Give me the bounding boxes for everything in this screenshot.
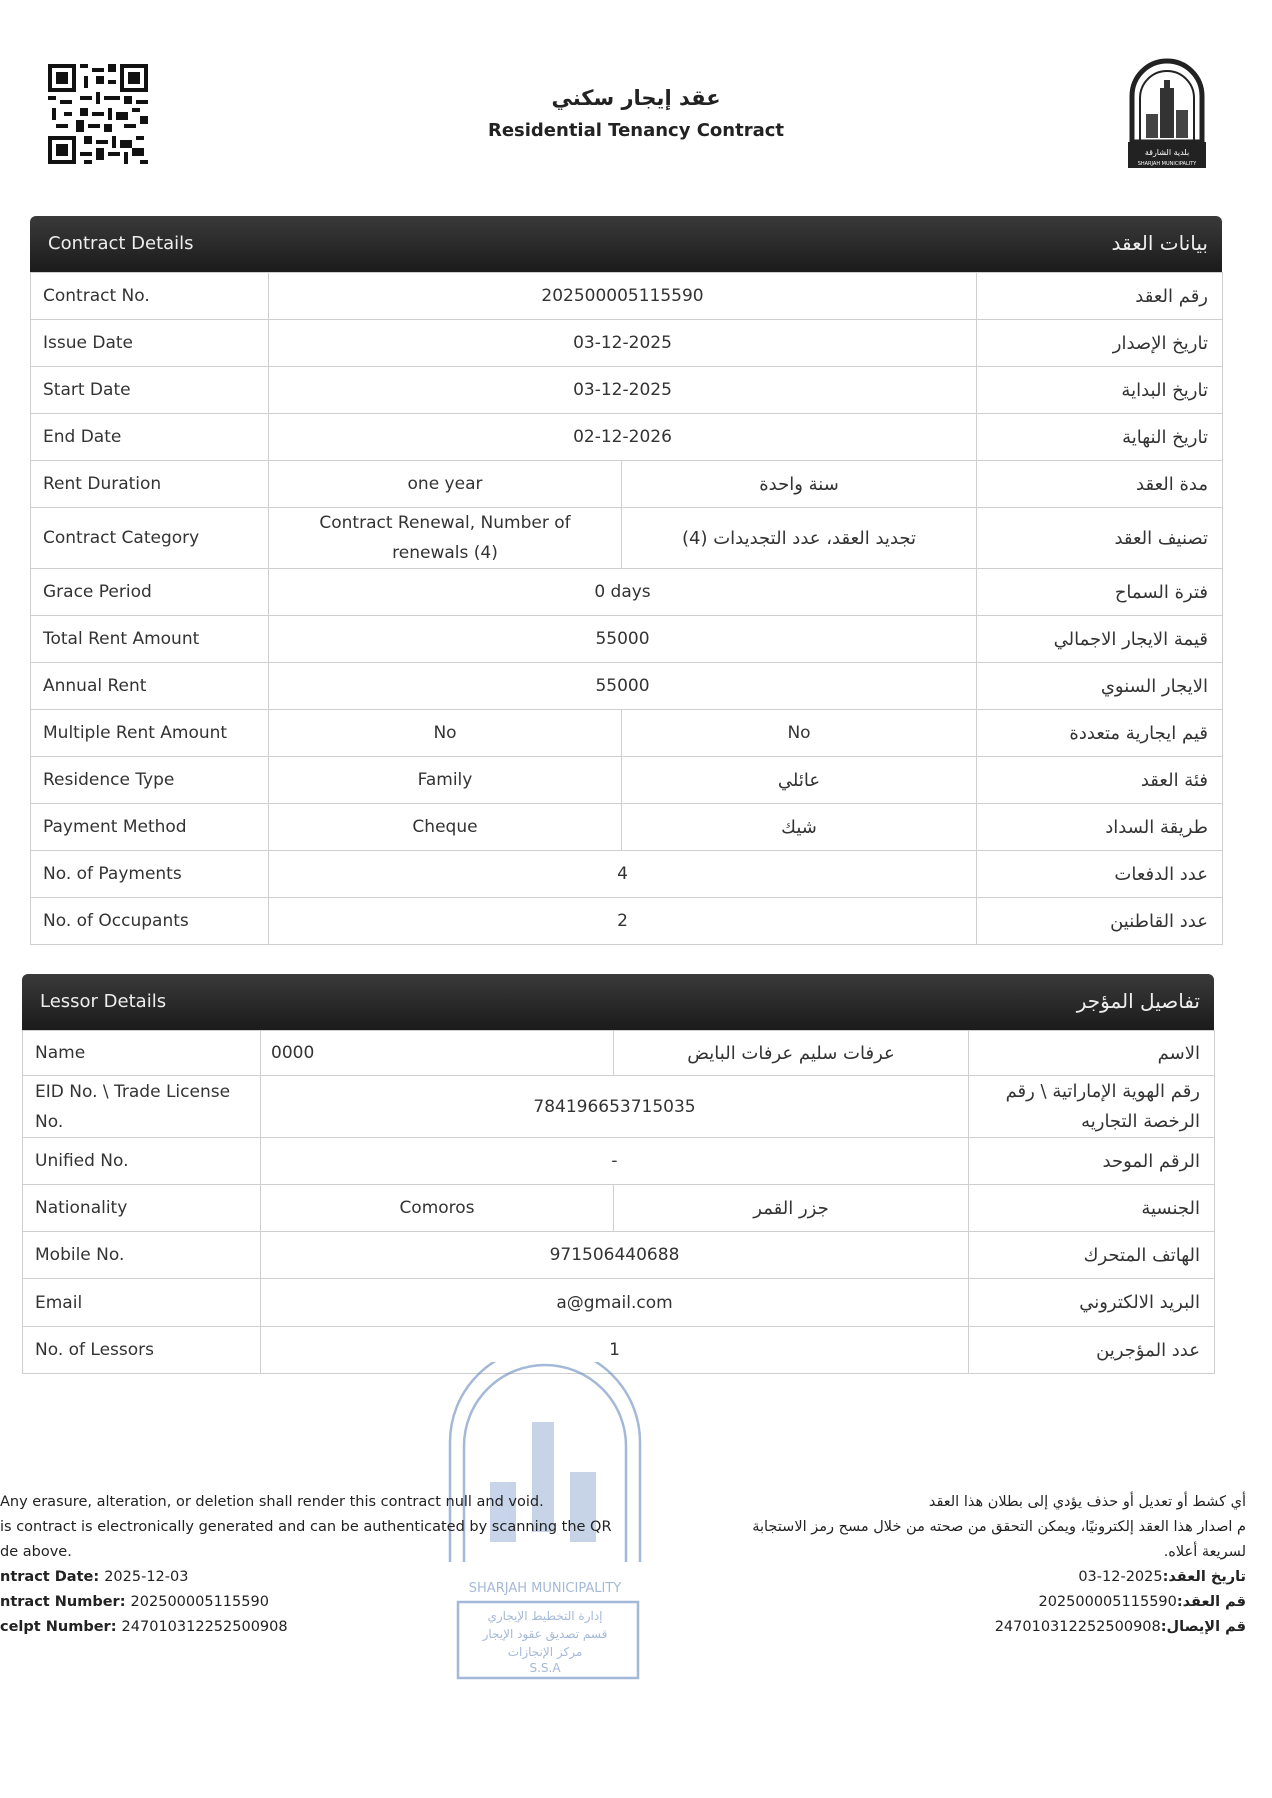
multiple-rent-label: Multiple Rent Amount <box>31 710 269 757</box>
municipality-logo <box>1124 58 1210 170</box>
footer-en-receipt-number <box>0 1615 640 1640</box>
lessor-details-header <box>22 974 1214 1030</box>
stamp-line-2: إدارة التخطيط الإيجاري <box>487 1609 603 1623</box>
table-row <box>23 1279 1215 1327</box>
lessor-details-title-en: Lessor Details <box>40 991 167 1012</box>
footer-notice-en <box>0 1490 640 1640</box>
table-row <box>23 1031 1215 1076</box>
lessor-name-label: Name <box>23 1031 261 1076</box>
table-row <box>31 320 1223 367</box>
table-row <box>31 710 1223 757</box>
table-row <box>23 1185 1215 1232</box>
num-occupants-label-ar: عدد القاطنين <box>977 898 1223 945</box>
email-label-ar: البريد الالكتروني <box>969 1279 1215 1327</box>
stamp-line-1: SHARJAH MUNICIPALITY <box>468 1581 622 1596</box>
table-row <box>31 273 1223 320</box>
contract-no-label-ar: رقم العقد <box>977 273 1223 320</box>
total-rent-value: 55000 <box>269 616 977 663</box>
footer-ar-receipt-value: 247010312252500908 <box>994 1619 1161 1635</box>
footer-ar-line-2: م اصدار هذا العقد إلكترونيًا، ويمكن التحقق من صحته من خلال مسح رمز الاستجابة <box>752 1519 1246 1535</box>
unified-no-value: - <box>261 1138 969 1185</box>
contract-details-section <box>30 216 1222 945</box>
lessor-details-section <box>22 974 1214 1374</box>
eid-label-ar: رقم الهوية الإماراتية \ رقم الرخصة التجاريه <box>969 1076 1215 1138</box>
contract-no-value: 202500005115590 <box>269 273 977 320</box>
num-lessors-label-ar: عدد المؤجرين <box>969 1327 1215 1374</box>
table-row <box>31 757 1223 804</box>
grace-period-label-ar: فترة السماح <box>977 569 1223 616</box>
lessor-name-label-ar: الاسم <box>969 1031 1215 1076</box>
table-row <box>31 663 1223 710</box>
nationality-label: Nationality <box>23 1185 261 1232</box>
table-row <box>23 1232 1215 1279</box>
footer-ar-line-3: لسريعة أعلاه. <box>1163 1544 1246 1560</box>
issue-date-value: 03-12-2025 <box>269 320 977 367</box>
rent-duration-label-ar: مدة العقد <box>977 461 1223 508</box>
rent-duration-label: Rent Duration <box>31 461 269 508</box>
residence-type-value-en: Family <box>269 757 622 804</box>
start-date-value: 03-12-2025 <box>269 367 977 414</box>
footer-ar-receipt-label: قم الإيصال: <box>1160 1619 1246 1635</box>
logo-text-en: SHARJAH MUNICIPALITY <box>1137 161 1197 167</box>
email-label: Email <box>23 1279 261 1327</box>
table-row <box>31 461 1223 508</box>
table-row <box>31 367 1223 414</box>
annual-rent-label-ar: الايجار السنوي <box>977 663 1223 710</box>
unified-no-label-ar: الرقم الموحد <box>969 1138 1215 1185</box>
mobile-label: Mobile No. <box>23 1232 261 1279</box>
unified-no-label: Unified No. <box>23 1138 261 1185</box>
contract-category-label-ar: تصنيف العقد <box>977 508 1223 569</box>
end-date-label: End Date <box>31 414 269 461</box>
table-row <box>23 1076 1215 1138</box>
num-payments-label-ar: عدد الدفعات <box>977 851 1223 898</box>
payment-method-label-ar: طريقة السداد <box>977 804 1223 851</box>
issue-date-label-ar: تاريخ الإصدار <box>977 320 1223 367</box>
document-title-ar: عقد إيجار سكني <box>551 86 721 110</box>
contract-details-header <box>30 216 1222 272</box>
rent-duration-value-ar: سنة واحدة <box>622 461 977 508</box>
footer-en-date-label: ntract Date: <box>0 1569 105 1585</box>
contract-details-table <box>30 272 1223 945</box>
qr-code <box>48 64 148 164</box>
rent-duration-value-en: one year <box>269 461 622 508</box>
footer-ar-contract-number <box>626 1590 1246 1615</box>
lessor-name-value-en: 0000 <box>261 1031 614 1076</box>
stamp-line-4: مركز الإنجازات <box>507 1645 583 1659</box>
payment-method-value-en: Cheque <box>269 804 622 851</box>
contract-no-label: Contract No. <box>31 273 269 320</box>
footer-ar-date-value: 2025-12-03 <box>1078 1569 1163 1585</box>
grace-period-label: Grace Period <box>31 569 269 616</box>
footer-en-date-value: 2025-12-03 <box>104 1569 189 1585</box>
nationality-value-ar: جزر القمر <box>614 1185 969 1232</box>
multiple-rent-value-en: No <box>269 710 622 757</box>
lessor-name-value-ar: عرفات سليم عرفات البايض <box>614 1031 969 1076</box>
annual-rent-value: 55000 <box>269 663 977 710</box>
payment-method-label: Payment Method <box>31 804 269 851</box>
table-row <box>31 616 1223 663</box>
num-lessors-value: 1 <box>261 1327 969 1374</box>
num-occupants-label: No. of Occupants <box>31 898 269 945</box>
table-row <box>31 804 1223 851</box>
start-date-label-ar: تاريخ البداية <box>977 367 1223 414</box>
payment-method-value-ar: شيك <box>622 804 977 851</box>
footer-en-receipt-value: 247010312252500908 <box>121 1619 288 1635</box>
num-occupants-value: 2 <box>269 898 977 945</box>
start-date-label: Start Date <box>31 367 269 414</box>
num-payments-label: No. of Payments <box>31 851 269 898</box>
multiple-rent-value-ar: No <box>622 710 977 757</box>
total-rent-label: Total Rent Amount <box>31 616 269 663</box>
footer-ar-date-label: تاريخ العقد: <box>1162 1569 1246 1585</box>
nationality-value-en: Comoros <box>261 1185 614 1232</box>
table-row <box>31 569 1223 616</box>
lessor-details-table <box>22 1030 1215 1374</box>
mobile-value: 971506440688 <box>261 1232 969 1279</box>
eid-label: EID No. \ Trade License No. <box>23 1076 261 1138</box>
footer-ar-line-1: أي كشط أو تعديل أو حذف يؤدي إلى بطلان هذا العقد <box>928 1494 1246 1510</box>
eid-value: 784196653715035 <box>261 1076 969 1138</box>
table-row <box>31 414 1223 461</box>
footer-en-line-3: de above. <box>0 1544 72 1560</box>
end-date-label-ar: تاريخ النهاية <box>977 414 1223 461</box>
end-date-value: 02-12-2026 <box>269 414 977 461</box>
email-value: a@gmail.com <box>261 1279 969 1327</box>
footer-ar-contract-date <box>626 1565 1246 1590</box>
footer-ar-number-label: قم العقد: <box>1176 1594 1246 1610</box>
footer-en-line-1: Any erasure, alteration, or deletion shall render this contract null and void. <box>0 1494 544 1510</box>
table-row <box>31 898 1223 945</box>
stamp-line-5: S.S.A <box>529 1661 561 1675</box>
footer-notice-ar <box>626 1490 1246 1640</box>
grace-period-value: 0 days <box>269 569 977 616</box>
multiple-rent-label-ar: قيم ايجارية متعددة <box>977 710 1223 757</box>
contract-details-title-en: Contract Details <box>48 233 194 254</box>
table-row <box>23 1138 1215 1185</box>
footer-ar-receipt-number <box>626 1615 1246 1640</box>
total-rent-label-ar: قيمة الايجار الاجمالي <box>977 616 1223 663</box>
num-lessors-label: No. of Lessors <box>23 1327 261 1374</box>
footer-ar-number-value: 202500005115590 <box>1038 1594 1177 1610</box>
residence-type-label: Residence Type <box>31 757 269 804</box>
nationality-label-ar: الجنسية <box>969 1185 1215 1232</box>
contract-category-value-ar: تجديد العقد، عدد التجديدات (4) <box>622 508 977 569</box>
contract-details-title-ar: بيانات العقد <box>1111 231 1208 255</box>
footer-en-number-value: 202500005115590 <box>130 1594 269 1610</box>
footer-en-line-2: is contract is electronically generated and can be authenticated by scanning the QR <box>0 1519 612 1535</box>
contract-category-label: Contract Category <box>31 508 269 569</box>
document-title-en: Residential Tenancy Contract <box>487 120 785 141</box>
residence-type-label-ar: فئة العقد <box>977 757 1223 804</box>
annual-rent-label: Annual Rent <box>31 663 269 710</box>
logo-text-ar: بلدية الشارقة <box>1144 148 1190 157</box>
table-row <box>31 851 1223 898</box>
footer-en-number-label: ntract Number: <box>0 1594 131 1610</box>
lessor-details-title-ar: تفاصيل المؤجر <box>1076 989 1200 1013</box>
residence-type-value-ar: عائلي <box>622 757 977 804</box>
footer-en-contract-number <box>0 1590 640 1615</box>
footer-en-receipt-label: celpt Number: <box>0 1619 122 1635</box>
issue-date-label: Issue Date <box>31 320 269 367</box>
table-row <box>31 508 1223 569</box>
stamp-line-3: قسم تصديق عقود الإيجار <box>482 1627 608 1641</box>
mobile-label-ar: الهاتف المتحرك <box>969 1232 1215 1279</box>
num-payments-value: 4 <box>269 851 977 898</box>
footer-en-contract-date <box>0 1565 640 1590</box>
contract-category-value-en: Contract Renewal, Number of renewals (4) <box>269 508 622 569</box>
